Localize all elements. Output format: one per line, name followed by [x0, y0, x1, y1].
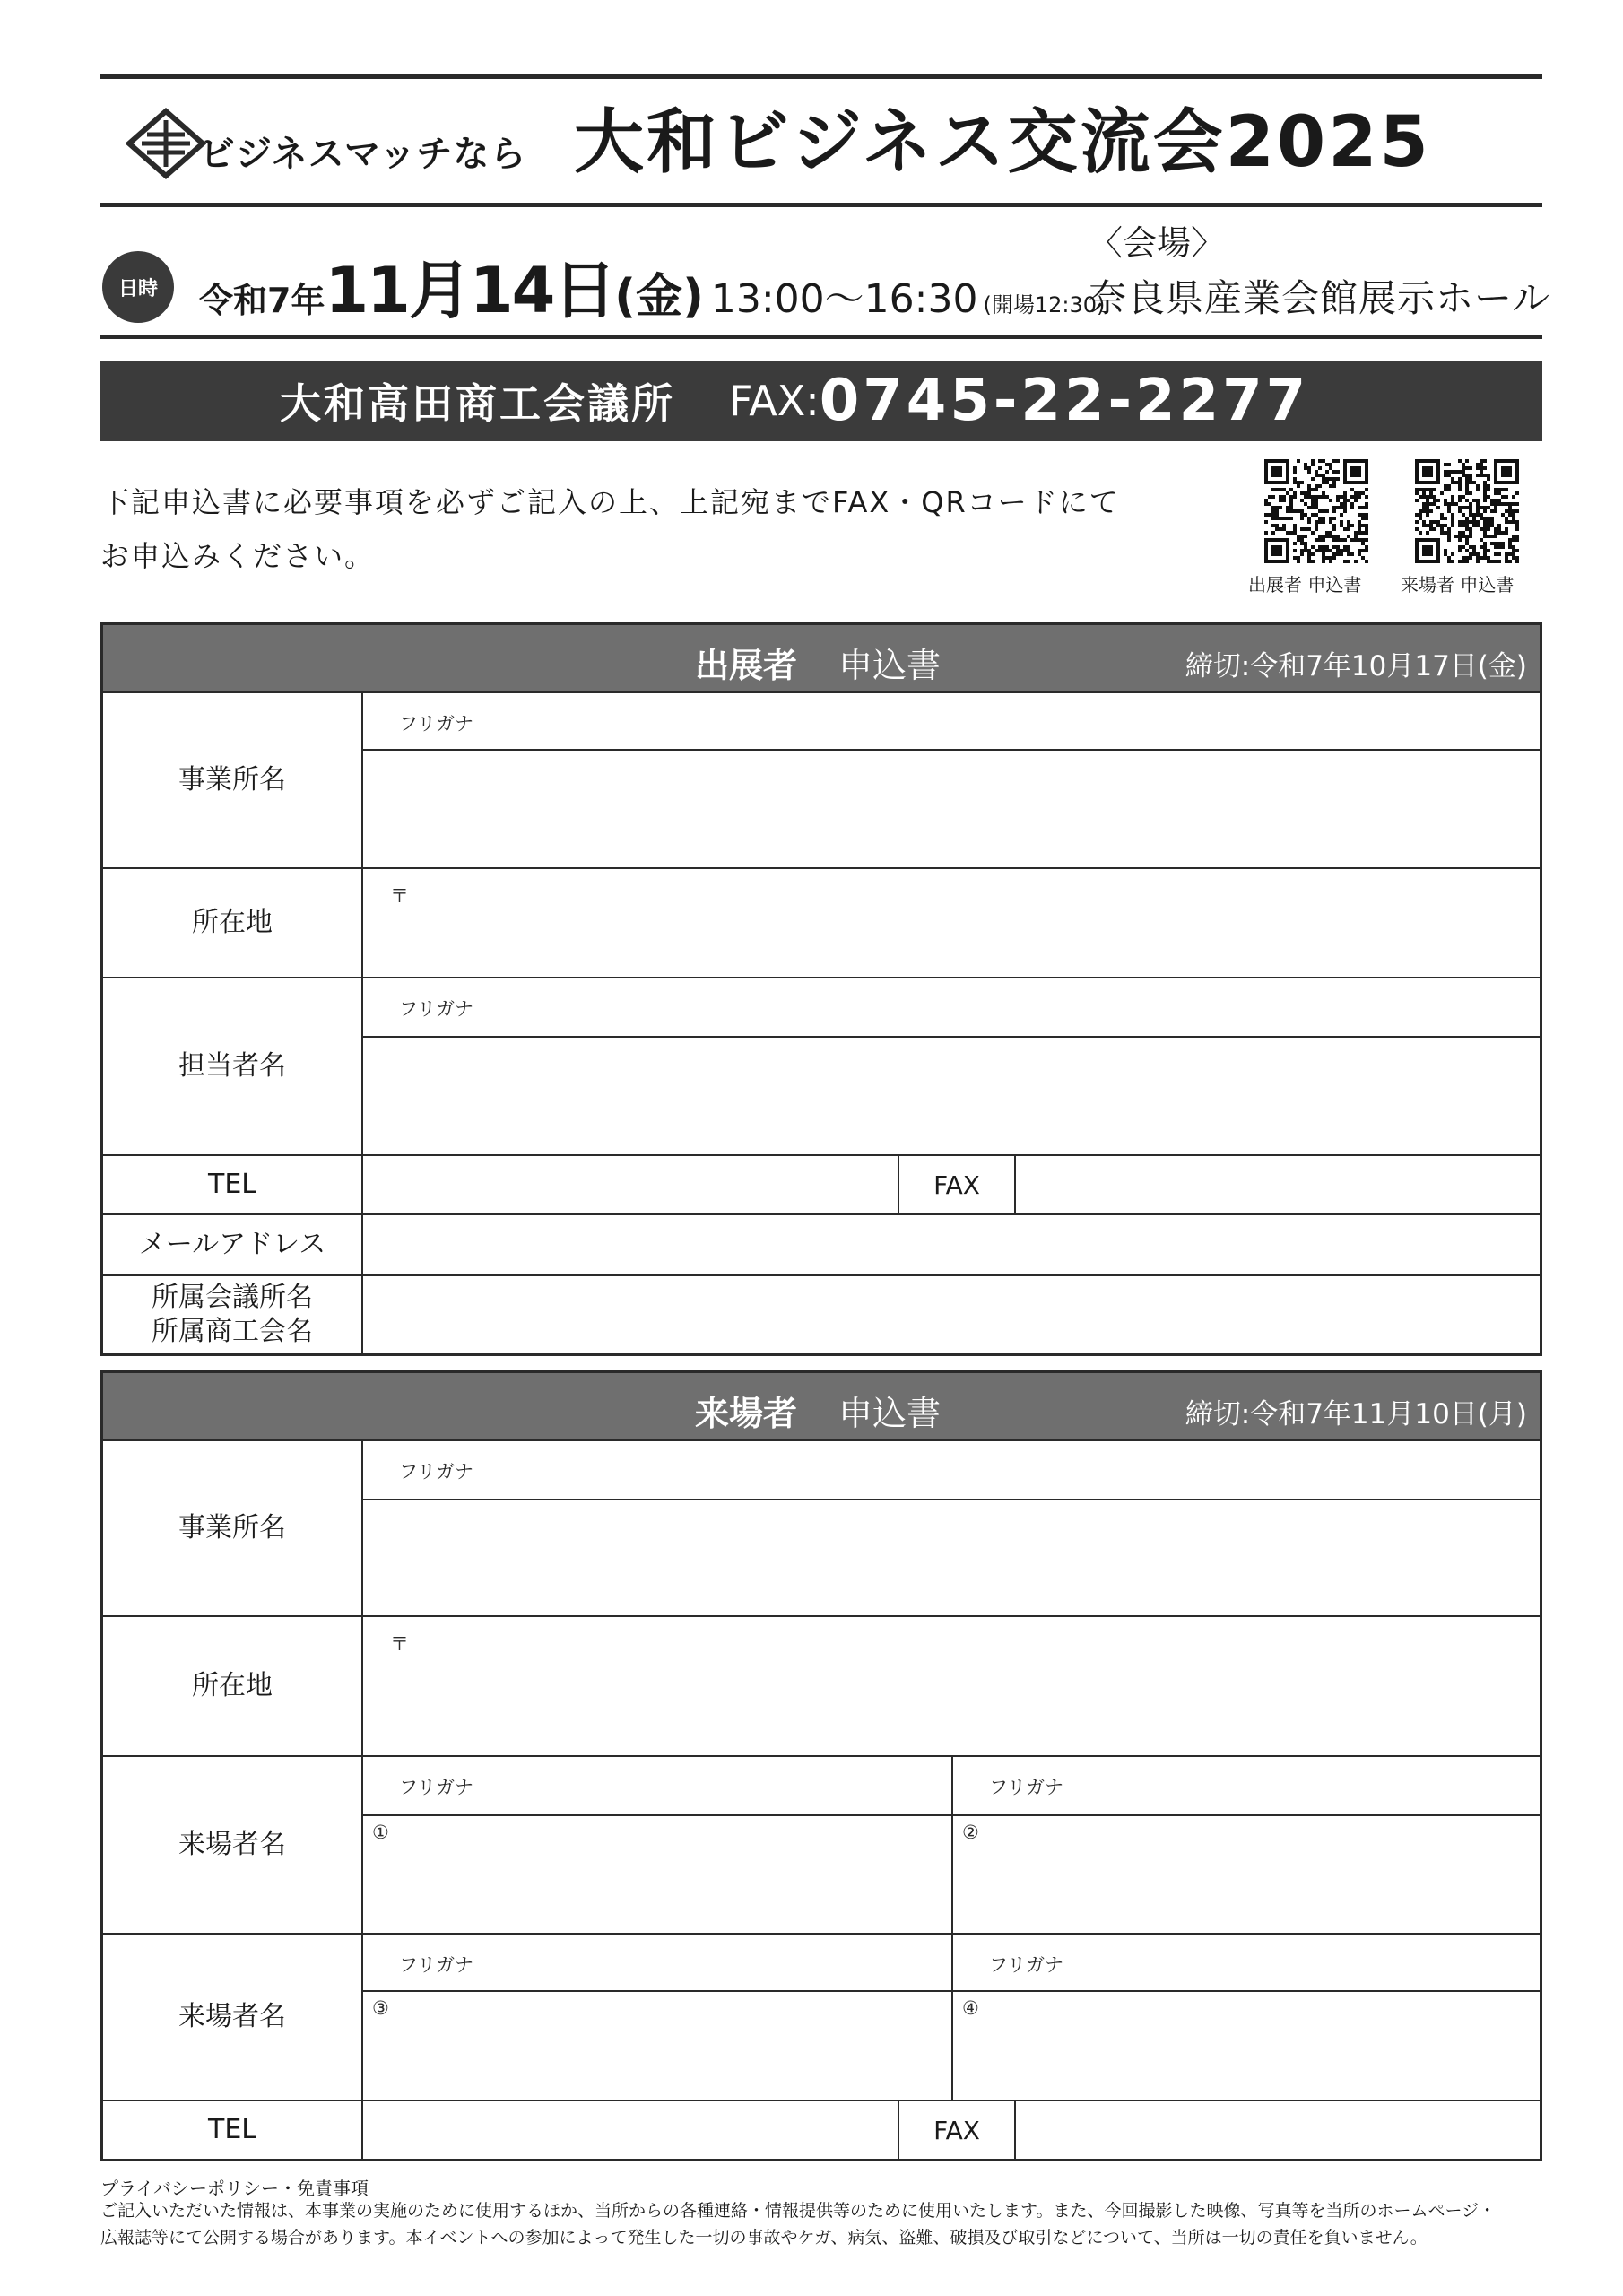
visitor-address-field[interactable] — [363, 1617, 1540, 1755]
exhibitor-company-label: 事業所名 — [103, 693, 363, 867]
visitor-4-name-field[interactable] — [953, 1990, 1540, 2096]
furigana-label: フリガナ — [399, 998, 473, 1020]
visitor-fax-field[interactable] — [1014, 2101, 1540, 2159]
visitor-tel-field[interactable] — [363, 2101, 898, 2159]
furigana-label: フリガナ — [399, 1777, 473, 1798]
visitor-number-4: ④ — [962, 1997, 979, 2019]
logo-icon — [126, 108, 206, 179]
visitor-1-furigana-field[interactable] — [363, 1757, 951, 1814]
exhibitor-contact-furigana-field[interactable] — [363, 978, 1540, 1036]
intro-line-2: お申込みください。 — [100, 539, 376, 573]
venue-label: 〈会場〉 — [1089, 223, 1226, 263]
open-time: (開場12:30) — [983, 292, 1106, 317]
visitor-number-3: ③ — [372, 1997, 389, 2019]
exhibitor-address-label: 所在地 — [103, 869, 363, 977]
exhibitor-tel-field[interactable] — [363, 1156, 898, 1213]
exhibitor-contact-field[interactable] — [363, 1036, 1540, 1152]
visitor-2-furigana-field[interactable] — [953, 1757, 1540, 1814]
exhibitor-address-field[interactable] — [363, 869, 1540, 977]
privacy-line-2: 広報誌等にて公開する場合があります。本イベントへの参加によって発生した一切の事故やケガ、病気、盗難、破損及び取引などについて、当所は一切の責任を負いません。 — [100, 2228, 1428, 2248]
exhibitor-deadline: 締切:令和7年10月17日(金) — [1185, 650, 1527, 683]
exhibitor-fax-label: FAX — [898, 1156, 1014, 1213]
fax-banner-label: FAX: — [729, 377, 820, 425]
affiliation-label-1: 所属会議所名 — [152, 1282, 313, 1313]
exhibitor-email-label: メールアドレス — [103, 1215, 363, 1274]
qr-caption-exhibitor: 出展者 申込書 — [1248, 574, 1362, 596]
visitor-deadline: 締切:令和7年11月10日(月) — [1185, 1398, 1527, 1431]
visitor-3-furigana-field[interactable] — [363, 1935, 951, 1990]
exhibitor-form-subtitle: 申込書 — [838, 646, 942, 685]
furigana-label: フリガナ — [399, 1461, 473, 1483]
exhibitor-form — [100, 622, 1542, 1356]
exhibitor-form-header — [103, 625, 1540, 691]
date-badge: 日時 — [102, 251, 174, 323]
furigana-label: フリガナ — [399, 1954, 473, 1976]
visitor-form-header — [103, 1373, 1540, 1439]
exhibitor-affiliation-field[interactable] — [363, 1276, 1540, 1353]
exhibitor-company-furigana-field[interactable] — [363, 693, 1540, 749]
visitor-form-title: 来場者 — [695, 1394, 798, 1433]
header-top-rule — [100, 74, 1542, 79]
visitor-name-label: 来場者名 — [103, 1757, 363, 1933]
qr-code-visitor[interactable] — [1415, 459, 1519, 563]
fax-banner — [100, 361, 1542, 441]
header-date-rule — [100, 335, 1542, 339]
time-range: 13:00〜16:30 — [710, 276, 978, 322]
venue-name: 奈良県産業会館展示ホール — [1089, 276, 1551, 320]
page-title: 大和ビジネス交流会2025 — [574, 102, 1431, 183]
date-day: 14日 — [469, 254, 615, 327]
qr-caption-visitor: 来場者 申込書 — [1401, 574, 1515, 596]
intro-text — [100, 475, 1221, 583]
postal-mark: 〒 — [390, 885, 409, 907]
visitor-4-furigana-field[interactable] — [953, 1935, 1540, 1990]
visitor-name-label-2: 来場者名 — [103, 1935, 363, 2100]
furigana-label: フリガナ — [399, 713, 473, 735]
visitor-form-subtitle: 申込書 — [838, 1394, 942, 1433]
furigana-label: フリガナ — [989, 1777, 1063, 1798]
date-month: 11月 — [325, 254, 470, 327]
visitor-1-name-field[interactable] — [363, 1814, 951, 1929]
fax-number: 0745-22-2277 — [819, 368, 1310, 434]
visitor-fax-label: FAX — [898, 2101, 1014, 2159]
visitor-company-label: 事業所名 — [103, 1441, 363, 1615]
visitor-2-name-field[interactable] — [953, 1814, 1540, 1929]
visitor-form — [100, 1370, 1542, 2161]
visitor-company-field[interactable] — [363, 1499, 1540, 1613]
exhibitor-fax-field[interactable] — [1014, 1156, 1540, 1213]
event-date — [199, 240, 1106, 327]
furigana-label: フリガナ — [989, 1954, 1063, 1976]
affiliation-label-2: 所属商工会名 — [152, 1316, 313, 1347]
privacy-title: プライバシーポリシー・免責事項 — [100, 2178, 369, 2199]
qr-code-exhibitor[interactable] — [1264, 459, 1368, 563]
visitor-address-label: 所在地 — [103, 1617, 363, 1755]
date-weekday: (金) — [614, 270, 704, 324]
visitor-company-furigana-field[interactable] — [363, 1441, 1540, 1499]
organizer-name: 大和高田商工会議所 — [280, 379, 675, 428]
exhibitor-contact-label: 担当者名 — [103, 978, 363, 1154]
visitor-3-name-field[interactable] — [363, 1990, 951, 2096]
visitor-number-1: ① — [372, 1822, 389, 1843]
postal-mark: 〒 — [390, 1633, 409, 1655]
header-mid-rule — [100, 203, 1542, 207]
exhibitor-affiliation-label — [103, 1276, 363, 1353]
date-era: 令和7年 — [199, 281, 325, 320]
visitor-number-2: ② — [962, 1822, 979, 1843]
exhibitor-form-title: 出展者 — [695, 646, 798, 685]
exhibitor-company-field[interactable] — [363, 749, 1540, 865]
exhibitor-email-field[interactable] — [363, 1215, 1540, 1274]
privacy-line-1: ご記入いただいた情報は、本事業の実施のために使用するほか、当所からの各種連絡・情報提供等のために使用いたします。また、今回撮影した映像、写真等を当所のホームページ・ — [100, 2201, 1497, 2221]
intro-line-1: 下記申込書に必要事項を必ずご記入の上、上記宛までFAX・QRコードにて — [100, 485, 1120, 519]
visitor-tel-label: TEL — [103, 2101, 363, 2159]
exhibitor-tel-label: TEL — [103, 1156, 363, 1213]
header-subtitle: ビジネスマッチなら — [199, 134, 527, 175]
privacy-text — [100, 2197, 1553, 2251]
